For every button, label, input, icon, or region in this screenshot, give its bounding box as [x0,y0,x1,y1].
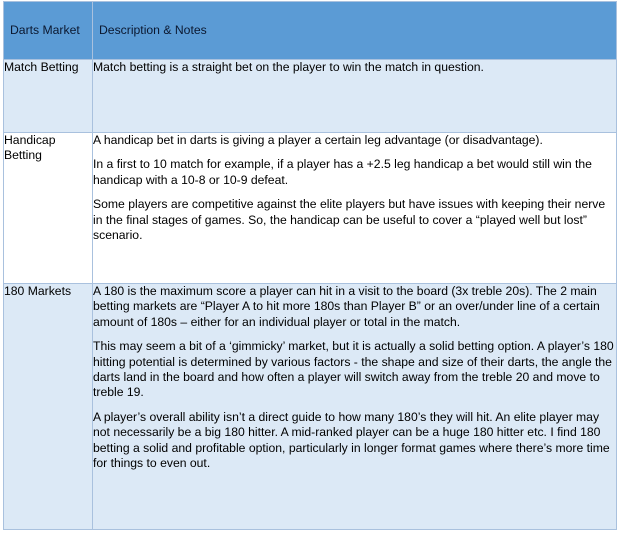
market-description [93,60,617,133]
header-market: Darts Market [4,2,93,60]
header-description: Description & Notes [93,2,617,60]
table-row-180-markets [4,284,617,530]
description-paragraph: This may seem a bit of a ‘gimmicky’ market, but it is actually a solid betting option. A player’s 180 hitting potential is determined by various factors - the shape and size of their darts, the angle the darts land in the board and how often a player will switch away from the treble 20 and move to treble 19. [93,339,614,400]
table-row-handicap-betting [4,133,617,284]
market-name: Handicap Betting [4,133,93,284]
table-row-match-betting [4,60,617,133]
description-paragraph: A player’s overall ability isn’t a direct guide to how many 180’s they will hit. An elite player may not necessarily be a big 180 hitter. A mid-ranked player can be a huge 180 hitter etc. I find 180 betting a solid and profitable option, particularly in longer format games where there’s more time for things to even out. [93,409,610,471]
market-name: Match Betting [4,60,93,133]
description-paragraph: In a first to 10 match for example, if a player has a +2.5 leg handicap a bet would still win the handicap with a 10-8 or 10-9 defeat. [93,157,592,187]
market-description [93,284,617,530]
description-paragraph: Match betting is a straight bet on the player to win the match in question. [93,60,484,74]
table-header-row [4,2,617,60]
darts-markets-table [3,1,617,530]
description-paragraph: A 180 is the maximum score a player can hit in a visit to the board (3x treble 20s). The 2 main betting markets are “Player A to hit more 180s than Player B” or an over/under line of a certain amount of 180s – either for an individual player or total in the match. [93,284,600,329]
description-paragraph: A handicap bet in darts is giving a player a certain leg advantage (or disadvantage). [93,133,543,147]
description-paragraph: Some players are competitive against the elite players but have issues with keeping their nerve in the final stages of games. So, the handicap can be useful to cover a “played well but lost” scenario. [93,197,606,243]
market-description [93,133,617,284]
market-name: 180 Markets [4,284,93,530]
